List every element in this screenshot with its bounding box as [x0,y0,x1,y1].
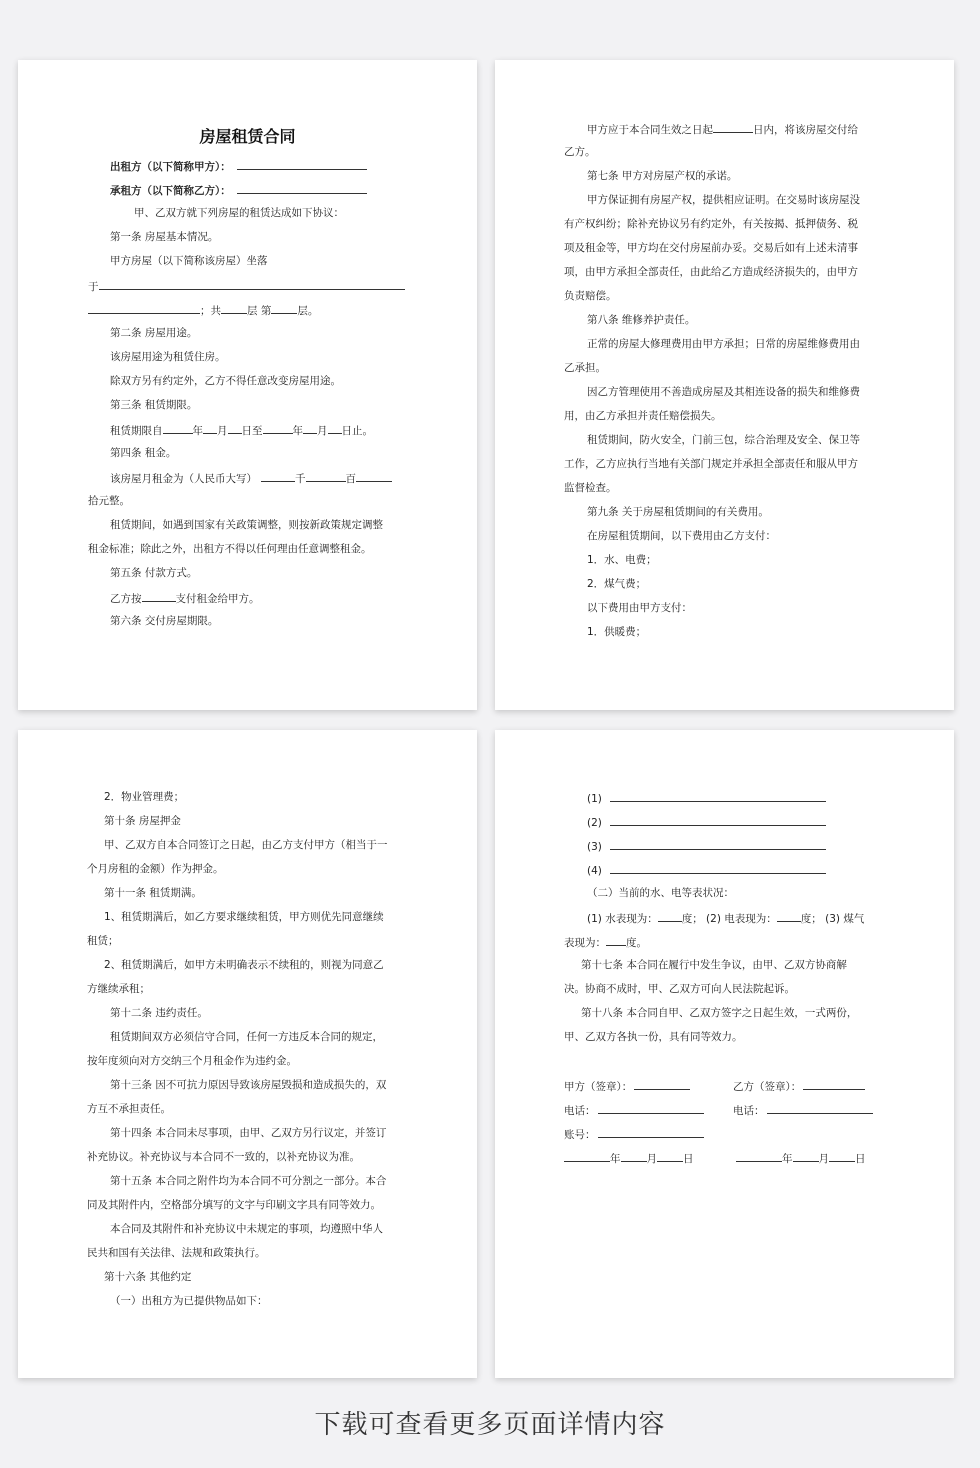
article-18-text-2: 甲、乙双方各执一份，具有同等效力。 [564,1031,743,1043]
lease-period-line: 租赁期限自 年 月 日至 年 月 日止。 [110,422,373,438]
delivery-line-end: 乙方。 [564,146,596,158]
article-9-text-4: 以下费用由甲方支付： [587,602,692,614]
article-16-heading: 第十六条 其他约定 [104,1271,192,1283]
article-8-text-4: 用，由乙方承担并责任赔偿损失。 [564,410,722,422]
article-17-text-1: 第十七条 本合同在履行中发生争议，由甲、乙双方协商解 [581,959,847,971]
article-15-text-4: 民共和国有关法律、法规和政策执行。 [87,1247,266,1259]
article-9-heading: 第九条 关于房屋租赁期间的有关费用。 [587,506,769,518]
article-12-heading: 第十二条 违约责任。 [110,1007,208,1019]
document-page-3 [18,730,477,1378]
document-page-1 [18,60,477,710]
item-line-1: (1) [587,790,826,806]
article-8-text-3: 因乙方管理使用不善造成房屋及其相连设备的损失和维修费 [587,386,860,398]
item-line-4: (4) [587,862,826,878]
rent-adjust-2: 租金标准；除此之外，出租方不得以任何理由任意调整租金。 [88,543,372,555]
article-1-heading: 第一条 房屋基本情况。 [110,231,219,243]
party-a-signature: 甲方（签章）： [564,1078,690,1094]
intro-text: 甲、乙双方就下列房屋的租赁达成如下协议： [134,207,344,219]
meter-heading: （二）当前的水、电等表状况： [587,887,734,899]
article-8-text-6: 工作，乙方应执行当地有关部门规定并承担全部责任和服从甲方 [564,458,858,470]
contract-title: 房屋租赁合同 [199,127,296,146]
article-9-text-5: 1．供暖费； [587,626,647,638]
article-4-heading: 第四条 租金。 [110,447,177,459]
article-2-text-2: 除双方另有约定外，乙方不得任意改变房屋用途。 [110,375,341,387]
article-8-text-1: 正常的房屋大修理费用由甲方承担；日常的房屋维修费用由 [587,338,860,350]
article-7-text-2: 有产权纠纷；除补充协议另有约定外，有关按揭、抵押债务、税 [564,218,858,230]
article-15-text-3: 本合同及其附件和补充协议中未规定的事项，均遵照中华人 [110,1223,383,1235]
party-b-signature: 乙方（签章）： [733,1078,865,1094]
document-page-2 [495,60,954,710]
rent-amount-end: 拾元整。 [88,495,130,507]
address-line: 于 [88,278,405,294]
party-a-date: 年 月 日 [564,1150,694,1166]
article-13-text-1: 第十三条 因不可抗力原因导致该房屋毁损和造成损失的，双 [110,1079,387,1091]
article-10-heading: 第十条 房屋押金 [104,815,181,827]
rent-amount-line: 该房屋月租金为（人民币大写） 千 百 [110,470,392,486]
party-b-date: 年 月 日 [736,1150,866,1166]
article-9-text-3: 2．煤气费； [587,578,647,590]
article-7-text-4: 项，由甲方承担全部责任，由此给乙方造成经济损失的，由甲方 [564,266,858,278]
article-7-heading: 第七条 甲方对房屋产权的承诺。 [587,170,738,182]
article-10-text-1: 甲、乙双方自本合同签订之日起，由乙方支付甲方（相当于一 [104,839,388,851]
article-14-text-1: 第十四条 本合同未尽事项，由甲、乙双方另行议定，并签订 [110,1127,387,1139]
article-2-heading: 第二条 房屋用途。 [110,327,198,339]
item-line-3: (3) [587,838,826,854]
article-16-text-1: （一）出租方为已提供物品如下： [110,1295,268,1307]
article-1-text: 甲方房屋（以下简称该房屋）坐落 [110,255,268,267]
article-11-text-2: 租赁； [87,935,119,947]
article-17-text-2: 决。协商不成时，甲、乙双方可向人民法院起诉。 [564,983,795,995]
party-a-phone: 电话： [564,1102,704,1118]
article-5-heading: 第五条 付款方式。 [110,567,198,579]
party-a-account: 账号： [564,1126,704,1142]
delivery-line: 甲方应于本合同生效之日起 日内，将该房屋交付给 [587,121,858,137]
article-7-text-5: 负责赔偿。 [564,290,617,302]
property-fee-line: 2．物业管理费； [104,791,185,803]
article-9-text-2: 1．水、电费； [587,554,657,566]
rent-adjust-1: 租赁期间，如遇到国家有关政策调整，则按新政策规定调整 [110,519,383,531]
article-8-text-2: 乙承担。 [564,362,606,374]
payment-line: 乙方按 支付租金给甲方。 [110,590,260,606]
article-11-heading: 第十一条 租赁期满。 [104,887,202,899]
lessee-line: 承租方（以下简称乙方）： [110,182,367,198]
party-b-phone: 电话： [733,1102,873,1118]
article-9-text-1: 在房屋租赁期间，以下费用由乙方支付： [587,530,776,542]
article-18-text-1: 第十八条 本合同自甲、乙双方签字之日起生效，一式两份， [581,1007,858,1019]
article-13-text-2: 方互不承担责任。 [87,1103,171,1115]
article-8-text-7: 监督检查。 [564,482,617,494]
floor-line: ；共 层 第 层。 [88,302,318,318]
meter-line: (1) 水表现为： 度； (2) 电表现为： 度； (3) 煤气 [587,910,864,926]
article-15-text-2: 同及其附件内，空格部分填写的文字与印刷文字具有同等效力。 [87,1199,381,1211]
article-11-text-1: 1、租赁期满后，如乙方要求继续租赁，甲方则优先同意继续 [104,911,384,923]
article-15-text-1: 第十五条 本合同之附件均为本合同不可分割之一部分。本合 [110,1175,387,1187]
lessor-line: 出租方（以下简称甲方）： [110,158,367,174]
item-line-2: (2) [587,814,826,830]
article-6-heading: 第六条 交付房屋期限。 [110,615,219,627]
article-3-heading: 第三条 租赁期限。 [110,399,198,411]
article-8-heading: 第八条 维修养护责任。 [587,314,696,326]
article-2-text-1: 该房屋用途为租赁住房。 [110,351,226,363]
article-8-text-5: 租赁期间，防火安全，门前三包，综合治理及安全、保卫等 [587,434,860,446]
document-page-4 [495,730,954,1378]
article-7-text-1: 甲方保证拥有房屋产权，提供相应证明。在交易时该房屋没 [587,194,860,206]
meter-line-end: 表现为： 度。 [564,934,647,950]
article-14-text-2: 补充协议。补充协议与本合同不一致的，以补充协议为准。 [87,1151,360,1163]
article-7-text-3: 项及租金等，甲方均在交付房屋前办妥。交易后如有上述未清事 [564,242,858,254]
download-caption: 下载可查看更多页面详情内容 [314,1410,666,1440]
article-12-text-2: 按年度须向对方交纳三个月租金作为违约金。 [87,1055,297,1067]
article-10-text-2: 个月房租的金额）作为押金。 [87,863,224,875]
article-11-text-4: 方继续承租； [87,983,150,995]
article-11-text-3: 2、租赁期满后，如甲方未明确表示不续租的，则视为同意乙 [104,959,384,971]
article-12-text-1: 租赁期间双方必须信守合同，任何一方违反本合同的规定， [110,1031,383,1043]
